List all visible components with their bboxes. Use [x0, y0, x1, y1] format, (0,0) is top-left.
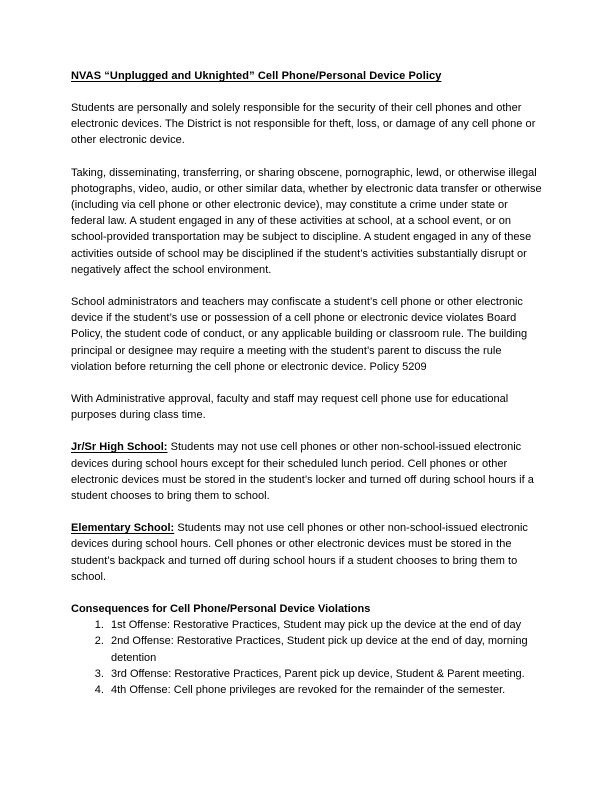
list-item: 1. 1st Offense: Restorative Practices, Student may pick up the device at the end of day	[107, 617, 542, 633]
paragraph-illegal-content: Taking, disseminating, transferring, or sharing obscene, pornographic, lewd, or otherwise illegal photographs, video, audio, or other similar data, whether by electronic data transfer or otherwise (including via cell phone or other electronic device), may constitute a crime under state or federal law. A student engaged in any of these activities at school, at a school event, or on school-provided transportation may be subject to discipline. A student engaged in any of these activities outside of school may be disciplined if the student’s activities substantially disrupt or negatively affect the school environment.	[71, 166, 542, 276]
paragraph-responsibility: Students are personally and solely responsible for the security of their cell phones and other electronic devices. The District is not responsible for theft, loss, or damage of any cell phone or other electronic device.	[71, 102, 536, 147]
section-jr-sr-high-school	[71, 439, 542, 504]
list-item: 2. 2nd Offense: Restorative Practices, Student pick up device at the end of day, morning detention	[107, 633, 542, 665]
paragraph-administrative-approval: With Administrative approval, faculty and staff may request cell phone use for educational purposes during class time.	[71, 393, 509, 422]
paragraph-spacer	[71, 585, 542, 601]
section-body-jr-sr-high-school: Students may not use cell phones or other non-school-issued electronic devices during school hours except for their scheduled lunch period. Cell phones or other electronic devices must be stored in the student’s locker and turned off during school hours if a student chooses to bring them to school.	[71, 441, 534, 503]
consequences-heading: Consequences for Cell Phone/Personal Device Violations	[71, 603, 371, 616]
section-lead-jr-sr-high-school: Jr/Sr High School:	[71, 441, 168, 454]
paragraph-confiscation: School administrators and teachers may confiscate a student’s cell phone or other electronic device if the student’s use or possession of a cell phone or electronic device violates Board Policy, the student code of conduct, or any applicable building or classroom rule. The building principal or designee may require a meeting with the student’s parent to discuss the rule violation before returning the cell phone or electronic device. Policy 5209	[71, 296, 528, 373]
list-item: 4. 4th Offense: Cell phone privileges are revoked for the remainder of the semester.	[107, 682, 542, 698]
section-elementary-school	[71, 520, 542, 585]
page-title: NVAS “Unplugged and Uknighted” Cell Phone/Personal Device Policy	[71, 70, 442, 82]
list-item: 3. 3rd Offense: Restorative Practices, Parent pick up device, Student & Parent meeting.	[107, 666, 542, 682]
consequences-list	[71, 617, 542, 698]
section-body-elementary-school: Students may not use cell phones or other non-school-issued electronic devices during school hours. Cell phones or other electronic devices must be stored in the student’s backpack and turned off during school hours if a student chooses to bring them to school.	[71, 522, 528, 583]
section-lead-elementary-school: Elementary School:	[71, 522, 175, 535]
